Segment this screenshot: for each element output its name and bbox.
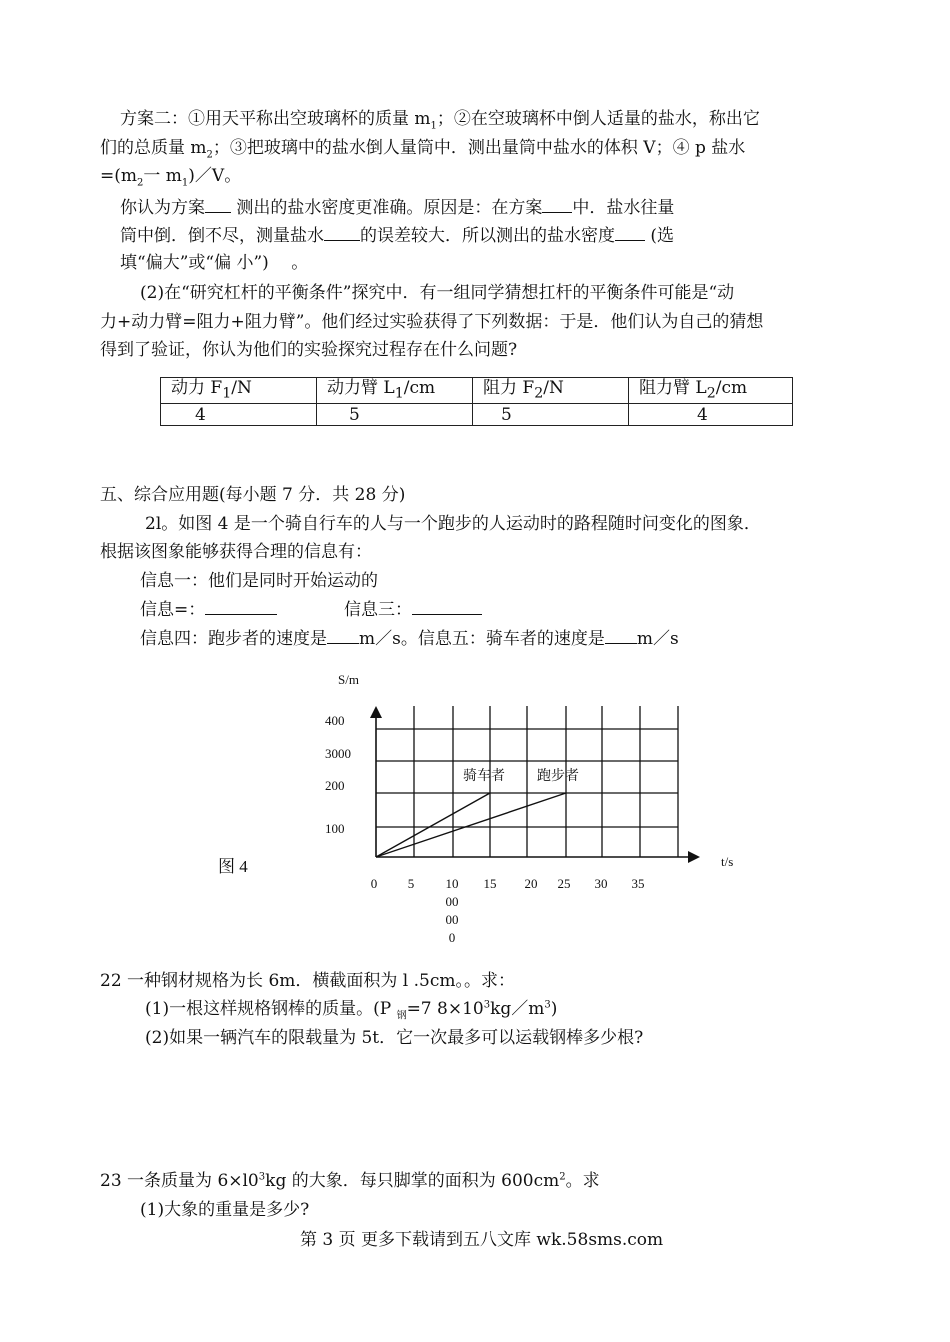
y-tick-label: 100	[325, 821, 345, 836]
opinion-line1: 你认为方案 测出的盐水密度更准确。原因是：在方案 中．盐水往量	[120, 198, 675, 218]
x-axis-arrow	[688, 851, 700, 863]
q21-info2: 信息=：	[140, 598, 277, 621]
section-heading: 五、综合应用题(每小题 7 分．共 28 分)	[100, 485, 406, 505]
q23-line1: 23 一条质量为 $6\times l0^3kg$ 的大象．每只脚掌的面积为 $600cm^2$。求	[100, 1171, 600, 1191]
x-axis-label: t/s	[721, 854, 734, 869]
opinion-line2: 筒中倒．倒不尽，测量盐水 的误差较大．所以测出的盐水密度 (选	[120, 226, 675, 246]
x-tick-label: 35	[631, 876, 645, 891]
x-tick-label: 15	[483, 876, 497, 891]
y-tick-label: 3000	[325, 746, 351, 761]
table-header-cell: 动力 $F_1/N$	[161, 378, 317, 404]
table-header-cell: 动力臂 $L_1/cm$	[317, 378, 473, 404]
table-cell: 5	[473, 404, 629, 426]
plan2-line1: 方案二：①用天平称出空玻璃杯的质量 $m_1$；②在空玻璃杯中倒人适量的盐水，称出它	[120, 109, 760, 132]
table-cell: 5	[317, 404, 473, 426]
x-tick-label: 00	[445, 912, 459, 927]
x-tick-label: 25	[557, 876, 571, 891]
q21-info3: 信息三：	[344, 598, 482, 621]
page-footer: 第 3 页 更多下载请到五八文库 wk.58sms.com	[300, 1230, 664, 1250]
series-line	[376, 793, 566, 857]
x-tick-label: 30	[594, 876, 608, 891]
lever-line2: 力+动力臂=阻力+阻力臂”。他们经过实验获得了下列数据：于是．他们认为自己的猜想	[100, 312, 764, 332]
y-axis-arrow	[370, 706, 382, 718]
series-label: 跑步者	[537, 769, 579, 784]
lever-line3: 得到了验证，你认为他们的实验探究过程存在什么问题?	[100, 340, 518, 360]
q21-info4: 信息四：跑步者的速度是 m／s。信息五：骑车者的速度是 m／s	[140, 629, 679, 649]
table-header-cell: 阻力臂 $L_2/cm$	[629, 378, 793, 404]
table-cell: 4	[629, 404, 793, 426]
series-label: 骑车者	[463, 769, 505, 784]
table-header-cell: 阻力 $F_2/N$	[473, 378, 629, 404]
q22-line1: 22 一种钢材规格为长 6m．横截面积为 l .5cm。。求：	[100, 971, 515, 991]
plan2-line2: 们的总质量 $m_2$；③把玻璃中的盐水倒人量筒中．测出量筒中盐水的体积 V；④ p 盐水	[100, 138, 746, 161]
q21-line2: 根据该图象能够获得合理的信息有：	[100, 542, 372, 562]
opinion-line3: 填“偏大”或“偏 小”) 。	[120, 253, 309, 273]
x-tick-label: 5	[407, 876, 415, 891]
x-tick-label: 10	[445, 876, 459, 891]
y-axis-label: S/m	[338, 672, 359, 687]
x-tick-label: 0	[448, 930, 456, 945]
plan2-line3: $=(m_2$一 $m_1)/V$。	[100, 166, 242, 189]
y-tick-label: 200	[325, 778, 345, 793]
x-tick-label: 0	[370, 876, 378, 891]
q21-info1: 信息一：他们是同时开始运动的	[140, 571, 378, 591]
q21-line1: 2l。如图 4 是一个骑自行车的人与一个跑步的人运动时的路程随时问变化的图象．	[145, 514, 761, 534]
lever-line1: (2)在“研究杠杆的平衡条件”探究中．有一组同学猜想扛杆的平衡条件可能是“动	[140, 283, 735, 303]
x-tick-label: 00	[445, 894, 459, 909]
q22-line3: (2)如果一辆汽车的限载量为 5t．它一次最多可以运载钢棒多少根?	[145, 1028, 644, 1048]
table-cell: 4	[161, 404, 317, 426]
x-tick-label: 20	[524, 876, 538, 891]
figure-caption: 图 4	[218, 857, 248, 876]
q23-line2: (1)大象的重量是多少?	[140, 1200, 310, 1220]
q22-line2: (1)一根这样规格钢棒的质量。(P $_钢$=7 $8\times 10^3kg/m^3$)	[145, 999, 558, 1022]
y-tick-label: 400	[325, 713, 345, 728]
